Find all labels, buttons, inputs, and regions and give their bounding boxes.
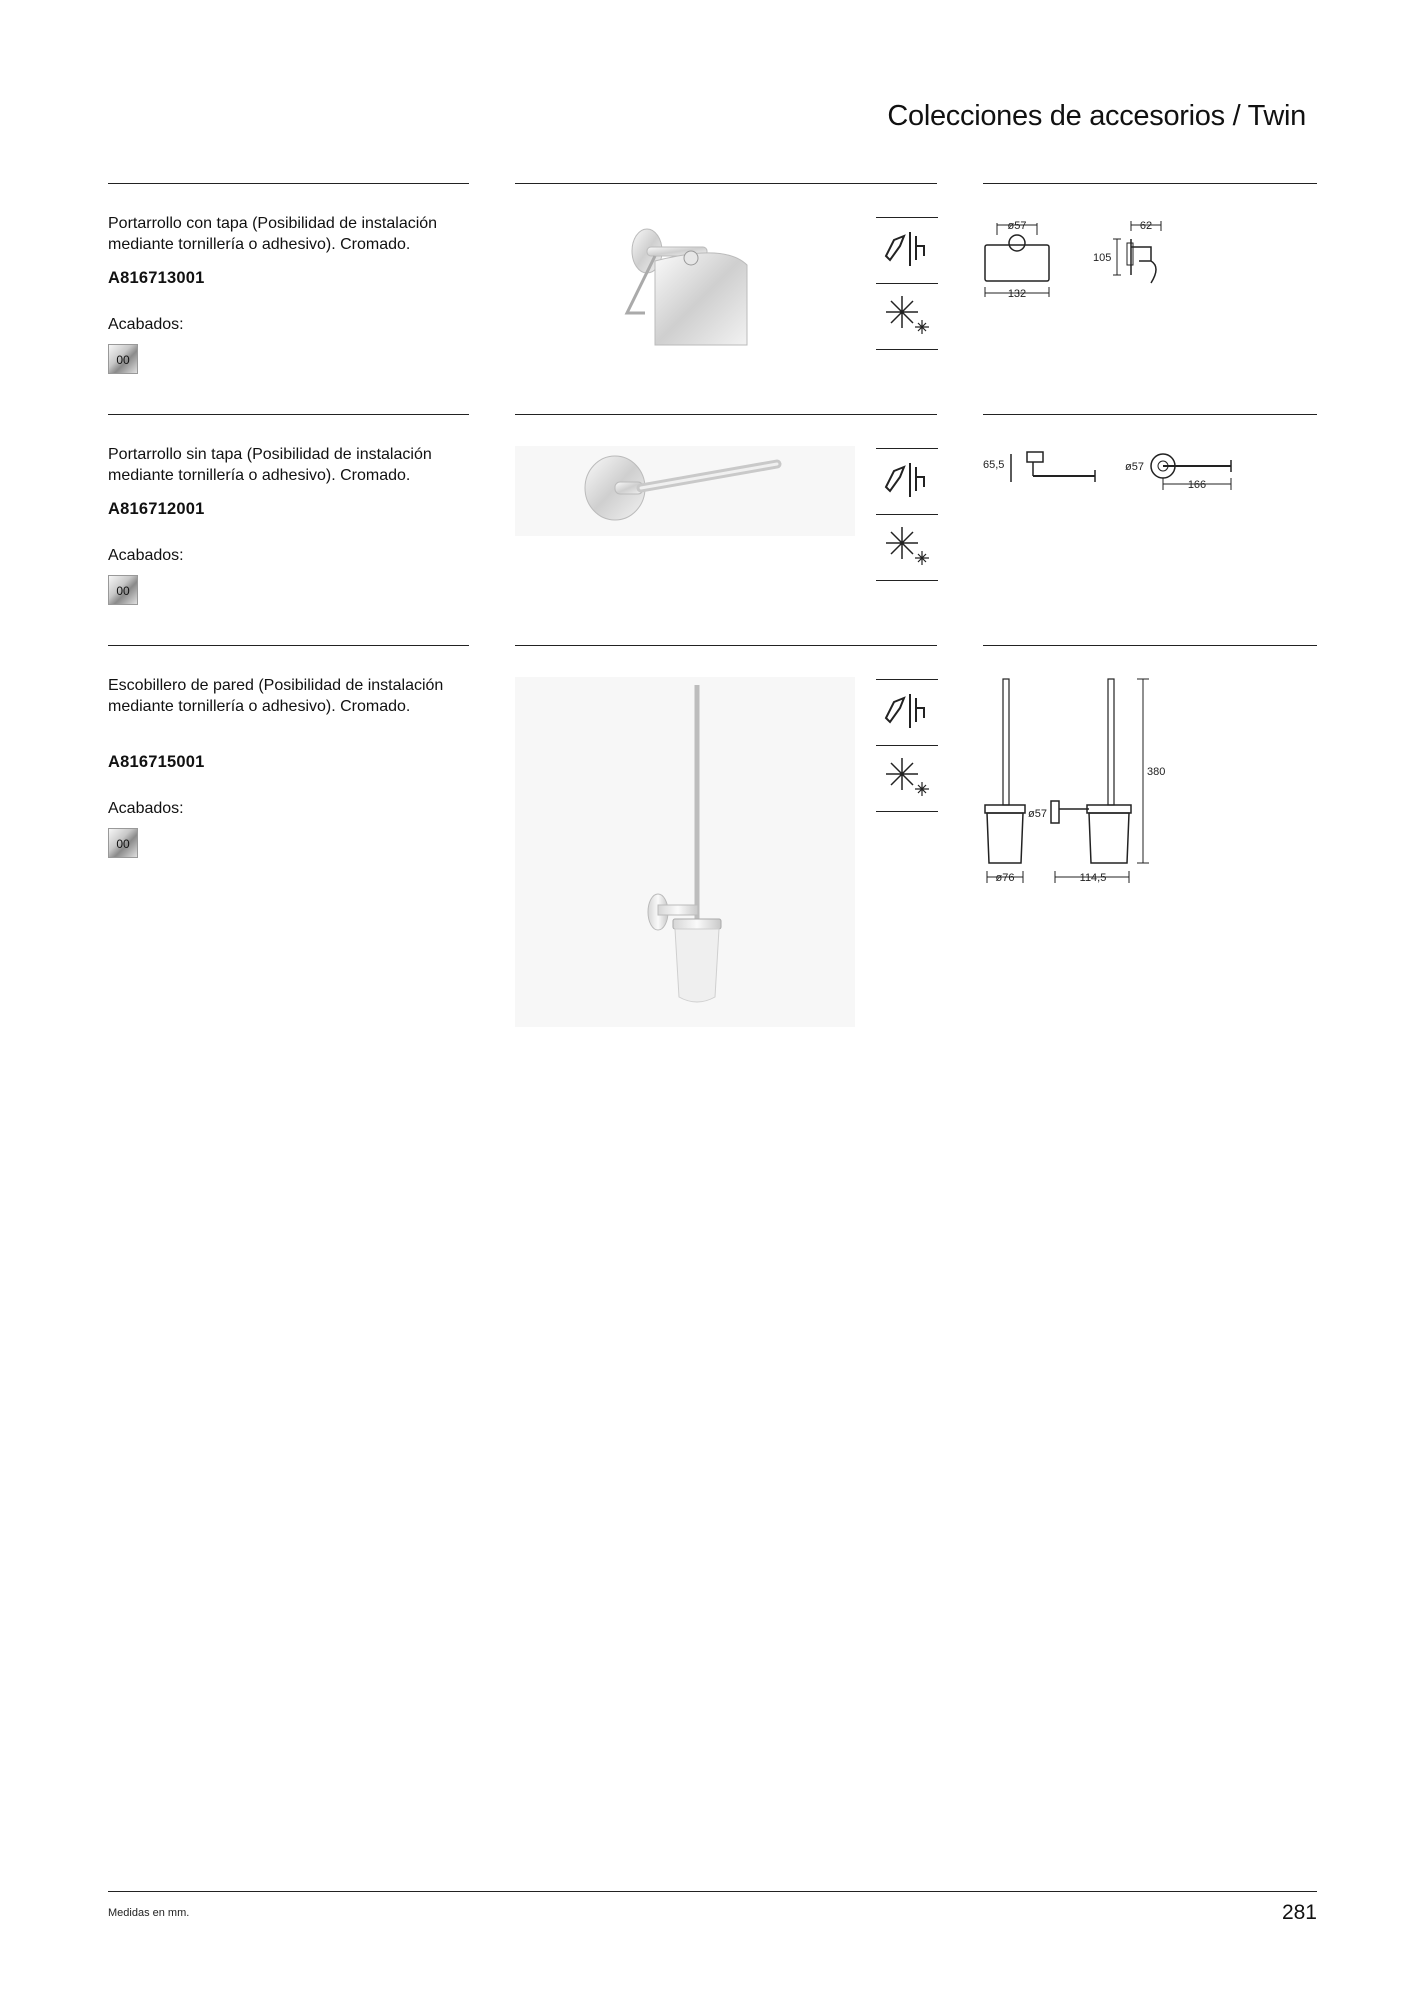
finish-swatch-chrome[interactable]: 00 bbox=[108, 344, 138, 374]
product-row bbox=[0, 183, 1414, 403]
chrome-shine-icon bbox=[880, 292, 936, 338]
icon-column bbox=[876, 448, 938, 581]
page-title: Colecciones de accesorios / Twin bbox=[887, 100, 1306, 132]
dimension-diameter: ø57 bbox=[1125, 461, 1144, 473]
dimension-depth: 62 bbox=[1139, 220, 1153, 232]
product-description: Portarrollo con tapa (Posibilidad de instalación mediante tornillería o adhesivo). Cromado. bbox=[108, 215, 438, 253]
product-code: A816715001 bbox=[108, 753, 205, 771]
dimension-width: 132 bbox=[1007, 288, 1027, 300]
divider bbox=[983, 414, 1317, 415]
dimension-drawing bbox=[983, 675, 1183, 887]
product-photo bbox=[515, 213, 855, 363]
product-row bbox=[0, 414, 1414, 634]
dimension-drawing bbox=[983, 217, 1203, 307]
installation-screw-adhesive-icon bbox=[880, 226, 936, 272]
divider bbox=[515, 183, 937, 184]
divider bbox=[515, 414, 937, 415]
divider bbox=[108, 183, 469, 184]
product-photo bbox=[515, 446, 855, 536]
icon-column bbox=[876, 679, 938, 812]
dimension-width: 166 bbox=[1187, 479, 1207, 491]
page-number: 281 bbox=[1281, 1901, 1317, 1924]
footer-note: Medidas en mm. bbox=[108, 1907, 190, 1919]
divider bbox=[515, 645, 937, 646]
divider bbox=[108, 645, 469, 646]
dimension-depth: 114,5 bbox=[1079, 872, 1107, 884]
finish-swatch-chrome[interactable]: 00 bbox=[108, 828, 138, 858]
product-description: Escobillero de pared (Posibilidad de instalación mediante tornillería o adhesivo). Cromado. bbox=[108, 677, 444, 715]
finishes-label: Acabados: bbox=[108, 316, 184, 333]
installation-screw-adhesive-icon bbox=[880, 688, 936, 734]
divider bbox=[983, 645, 1317, 646]
product-code: A816713001 bbox=[108, 269, 205, 287]
finish-swatch-chrome[interactable]: 00 bbox=[108, 575, 138, 605]
product-photo bbox=[515, 677, 855, 1027]
icon-column bbox=[876, 217, 938, 350]
dimension-drawing bbox=[983, 448, 1243, 508]
dimension-cup-diameter: ø76 bbox=[995, 872, 1015, 884]
product-row bbox=[0, 645, 1414, 1025]
footer-divider bbox=[108, 1891, 1317, 1892]
finishes-label: Acabados: bbox=[108, 800, 184, 817]
dimension-height: 380 bbox=[1147, 766, 1166, 778]
divider bbox=[983, 183, 1317, 184]
dimension-diameter: ø57 bbox=[1007, 220, 1027, 232]
installation-screw-adhesive-icon bbox=[880, 457, 936, 503]
product-description: Portarrollo sin tapa (Posibilidad de instalación mediante tornillería o adhesivo). Cromado. bbox=[108, 446, 432, 484]
dimension-wall-diameter: ø57 bbox=[1028, 808, 1047, 820]
divider bbox=[108, 414, 469, 415]
chrome-shine-icon bbox=[880, 754, 936, 800]
chrome-shine-icon bbox=[880, 523, 936, 569]
finishes-label: Acabados: bbox=[108, 547, 184, 564]
dimension-depth: 65,5 bbox=[983, 459, 1005, 471]
dimension-height: 105 bbox=[1093, 252, 1112, 264]
product-code: A816712001 bbox=[108, 500, 205, 518]
